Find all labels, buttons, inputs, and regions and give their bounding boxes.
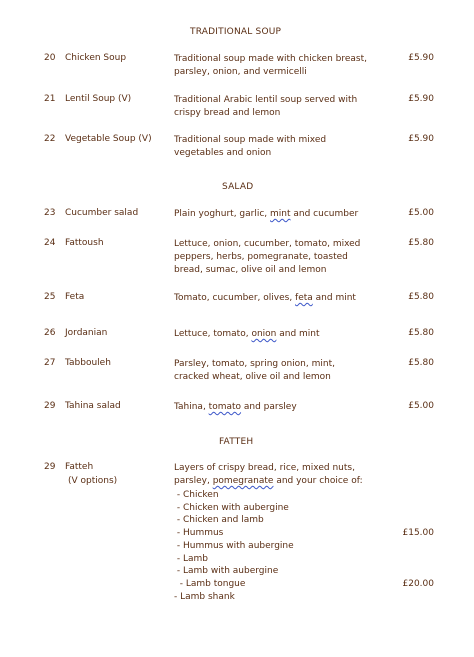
item-price: £5.80 — [408, 358, 434, 368]
item-description: Tahina, tomato and parsley — [174, 402, 297, 412]
section-title-soup: TRADITIONAL SOUP — [190, 27, 282, 37]
spellcheck-word: pomegranate — [212, 476, 274, 486]
item-description: Traditional soup made with chicken breast, parsley, onion, and vermicelli — [174, 54, 367, 77]
item-description: Traditional soup made with mixed vegetables and onion — [174, 135, 327, 158]
spellcheck-word: onion — [251, 329, 277, 339]
item-number: 27 — [44, 358, 56, 368]
item-name: Cucumber salad — [65, 208, 139, 218]
item-name: Tahina salad — [65, 401, 121, 411]
option-item: - Chicken and lamb — [174, 515, 264, 526]
item-price: £5.80 — [408, 292, 434, 302]
section-title-salad: SALAD — [222, 182, 254, 192]
item-number: 29 — [44, 462, 56, 472]
item-name: Lentil Soup (V) — [65, 94, 132, 104]
item-number: 26 — [44, 328, 56, 338]
item-description: Plain yoghurt, garlic, mint and cucumber — [174, 209, 359, 219]
item-number: 29 — [44, 401, 56, 411]
option-list — [174, 489, 294, 603]
item-price: £5.90 — [408, 53, 434, 63]
item-description: Tomato, cucumber, olives, feta and mint — [174, 293, 356, 303]
item-name: Tabbouleh — [65, 358, 111, 368]
option-item: - Chicken with aubergine — [174, 502, 289, 513]
item-number: 21 — [44, 94, 56, 104]
item-name: Fattoush — [65, 238, 104, 248]
item-number: 22 — [44, 134, 56, 144]
item-price: £5.00 — [408, 208, 434, 218]
option-item: - Lamb tongue — [174, 578, 246, 589]
item-description: Traditional Arabic lentil soup served with crispy bread and lemon — [174, 95, 358, 118]
item-name: Jordanian — [65, 328, 108, 338]
item-number: 23 — [44, 208, 56, 218]
item-price: £15.00 — [402, 528, 434, 538]
item-price: £5.80 — [408, 238, 434, 248]
item-number: 20 — [44, 53, 56, 63]
section-title-fatteh: FATTEH — [219, 437, 254, 447]
item-name: Chicken Soup — [65, 53, 127, 63]
option-item: - Hummus with aubergine — [174, 540, 294, 551]
option-item: - Chicken — [174, 490, 219, 500]
option-item: - Lamb shank — [174, 591, 235, 602]
item-number: 25 — [44, 292, 56, 302]
item-price: £5.90 — [408, 134, 434, 144]
spellcheck-word: mint — [270, 209, 291, 219]
item-price: £5.90 — [408, 94, 434, 104]
item-name: Fatteh — [65, 462, 94, 472]
item-description: Layers of crispy bread, rice, mixed nuts, parsley, pomegranate and your choice of: — [174, 463, 363, 486]
spellcheck-word: tomato — [208, 402, 242, 412]
option-item: - Lamb — [174, 553, 208, 564]
option-item: - Lamb with aubergine — [174, 566, 279, 577]
item-description: Lettuce, onion, cucumber, tomato, mixed peppers, herbs, pomegranate, toasted bread, sumac, olive oil and lemon — [174, 239, 361, 275]
item-price: £5.80 — [408, 328, 434, 338]
item-name-subtitle: (V options) — [68, 476, 118, 486]
item-name: Feta — [65, 292, 85, 302]
item-price: £20.00 — [402, 579, 434, 589]
item-name: Vegetable Soup (V) — [65, 134, 152, 144]
item-description: Lettuce, tomato, onion and mint — [174, 329, 320, 339]
item-price: £5.00 — [408, 401, 434, 411]
spellcheck-word: feta — [295, 293, 313, 303]
item-description: Parsley, tomato, spring onion, mint, cracked wheat, olive oil and lemon — [174, 359, 335, 382]
item-number: 24 — [44, 238, 56, 248]
option-item: - Hummus — [174, 528, 224, 539]
